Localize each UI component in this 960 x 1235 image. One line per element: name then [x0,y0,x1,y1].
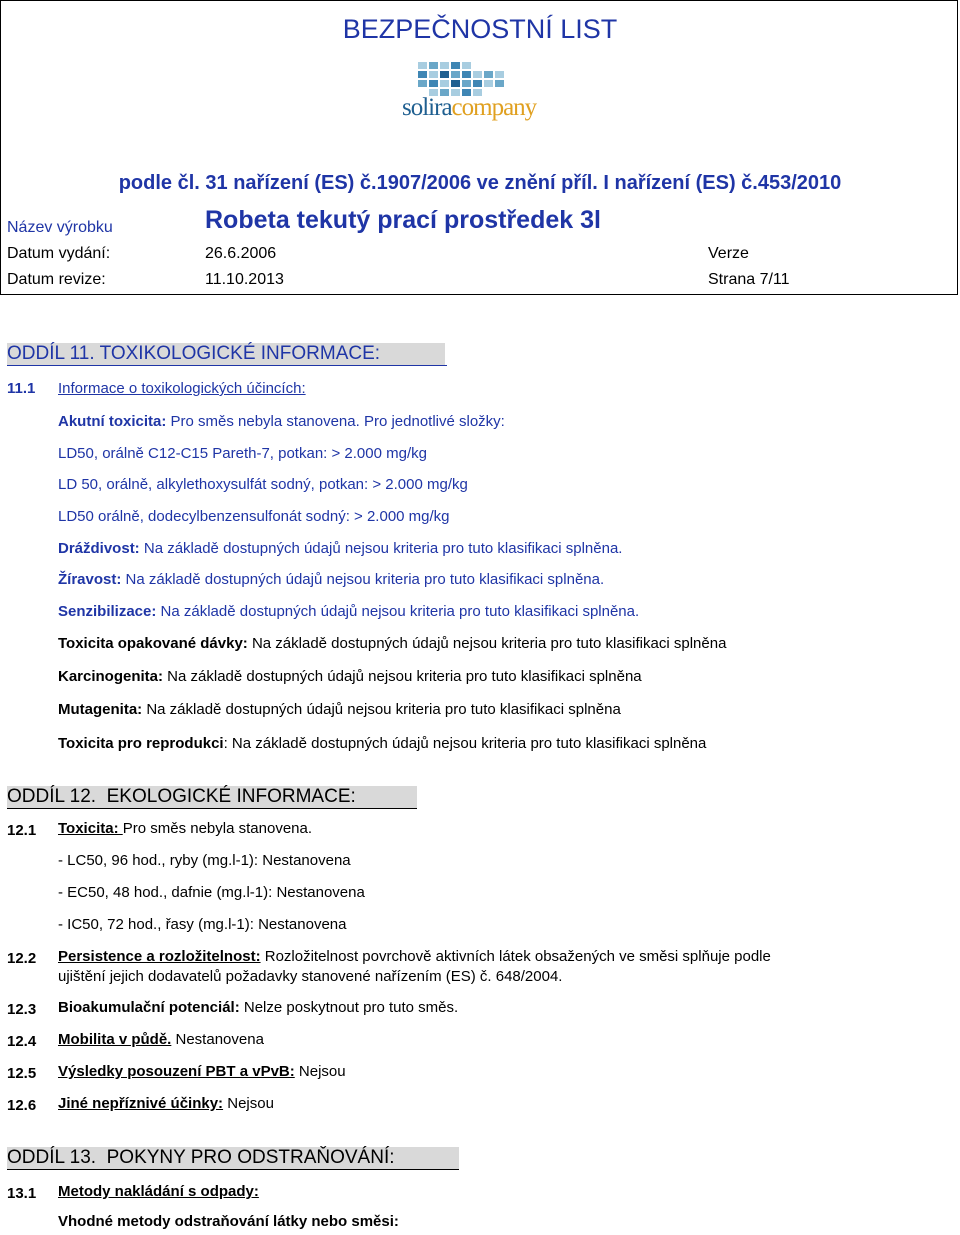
subsection-13-1-number: 13.1 [7,1185,37,1202]
reproductive-toxicity-text: : Na základě dostupných údajů nejsou kriteria pro tuto klasifikaci splněna [223,735,707,752]
section-13-heading [7,1147,395,1169]
persistence-label: Persistence a rozložitelnost: [58,948,261,965]
section-12-heading [7,786,356,808]
acute-toxicity-label: Akutní toxicita: [58,413,167,430]
carcinogenicity-text: Na základě dostupných údajů nejsou kriteria pro tuto klasifikaci splněna [163,668,642,685]
other-effects-text: Nejsou [223,1095,274,1112]
section-12-title: EKOLOGICKÉ INFORMACE: [106,786,356,807]
mutagenicity-label: Mutagenita: [58,701,143,718]
mobility-text: Nestanovena [171,1031,264,1048]
subsection-12-3-number: 12.3 [7,1001,37,1018]
sensitization-label: Senzibilizace: [58,603,157,620]
corrosion-label: Žíravost: [58,571,122,588]
ld50-line-3: LD50 orálně, dodecylbenzensulfonát sodný: > 2.000 mg/kg [58,508,450,525]
bioaccumulation-text: Nelze poskytnout pro tuto směs. [239,999,459,1016]
mutagenicity-text: Na základě dostupných údajů nejsou kriteria pro tuto klasifikaci splněna [142,701,621,718]
section-11-heading: ODDÍL 11. TOXIKOLOGICKÉ INFORMACE: [7,343,381,364]
product-label: Název výrobku [7,219,113,236]
subsection-12-1-number: 12.1 [7,822,37,839]
subsection-12-2-number: 12.2 [7,950,37,967]
subsection-12-4-number: 12.4 [7,1033,37,1050]
ld50-line-2: LD 50, orálně, alkylethoxysulfát sodný, potkan: > 2.000 mg/kg [58,476,468,493]
mutagenicity-line [58,701,621,718]
persistence-text: Rozložitelnost povrchově aktivních látek obsažených ve směsi splňuje podle [260,948,771,965]
document-title: BEZPEČNOSTNÍ LIST [342,14,618,44]
subsection-12-6-number: 12.6 [7,1097,37,1114]
suitable-methods-title [58,1213,399,1230]
pbt-text: Nejsou [294,1063,346,1080]
company-logo [400,60,537,140]
repeated-dose-line [58,635,726,652]
repeated-dose-label: Toxicita opakované dávky: [58,635,248,652]
toxicity-text: Pro směs nebyla stanovena. [122,820,313,837]
product-name: Robeta tekutý prací prostředek 3l [205,206,601,234]
subsection-11-1-number: 11.1 [7,380,36,397]
carcinogenicity-line [58,668,642,685]
ic50-line: - IC50, 72 hod., řasy (mg.l-1): Nestanovena [58,916,347,933]
persistence-line-2: ujištění jejich dodavatelů požadavky stanovené nařízením (ES) č. 648/2004. [58,968,563,985]
regulation-line: podle čl. 31 nařízení (ES) č.1907/2006 ve znění příl. I nařízení (ES) č.453/2010 [118,172,842,194]
mobility-line [58,1031,264,1048]
reproductive-toxicity-line [58,735,706,752]
page-number: Strana 7/11 [708,271,790,288]
mobility-label: Mobilita v půdě. [58,1031,172,1048]
issue-date-label: Datum vydání: [7,245,111,262]
bioaccumulation-line [58,999,458,1016]
waste-methods-title [58,1183,259,1200]
section-13-title: POKYNY PRO ODSTRAŇOVÁNÍ: [106,1147,395,1168]
sensitization-line [58,603,639,620]
section-13-underline [7,1169,459,1170]
section-12-number: ODDÍL 12. [7,786,97,807]
issue-date: 26.6.2006 [205,245,277,262]
section-12-underline [7,808,417,809]
ec50-line: - EC50, 48 hod., dafnie (mg.l-1): Nestanovena [58,884,365,901]
revision-date: 11.10.2013 [205,271,284,288]
irritation-line [58,540,622,557]
toxicity-label: Toxicita: [58,820,123,837]
revision-date-label: Datum revize: [7,271,106,288]
logo-text-right: company [451,94,537,121]
logo-text-left: solira [402,94,452,121]
section-13-number: ODDÍL 13. [7,1147,97,1168]
other-effects-line [58,1095,274,1112]
subsection-11-1-title: Informace o toxikologických účincích: [58,380,306,397]
bioaccumulation-label: Bioakumulační potenciál: [58,999,240,1016]
waste-methods-label: Metody nakládání s odpady: [58,1183,259,1200]
ld50-line-1: LD50, orálně C12-C15 Pareth-7, potkan: > 2.000 mg/kg [58,445,427,462]
subsection-12-5-number: 12.5 [7,1065,37,1082]
reproductive-toxicity-label: Toxicita pro reprodukci [58,735,224,752]
pbt-label: Výsledky posouzení PBT a vPvB: [58,1063,295,1080]
sensitization-text: Na základě dostupných údajů nejsou kriteria pro tuto klasifikaci splněna. [156,603,640,620]
suitable-methods-label: Vhodné metody odstraňování látky nebo směsi: [58,1213,399,1230]
acute-toxicity-line [58,413,505,430]
version-label: Verze [708,245,749,262]
other-effects-label: Jiné nepříznivé účinky: [58,1095,224,1112]
lc50-line: - LC50, 96 hod., ryby (mg.l-1): Nestanovena [58,852,351,869]
irritation-label: Dráždivost: [58,540,140,557]
section-11-underline [7,365,447,366]
repeated-dose-text: Na základě dostupných údajů nejsou kriteria pro tuto klasifikaci splněna [247,635,727,652]
carcinogenicity-label: Karcinogenita: [58,668,164,685]
irritation-text: Na základě dostupných údajů nejsou kriteria pro tuto klasifikaci splněna. [139,540,623,557]
persistence-line [58,948,771,965]
pbt-line [58,1063,346,1080]
acute-toxicity-text: Pro směs nebyla stanovena. Pro jednotlivé složky: [166,413,505,430]
corrosion-text: Na základě dostupných údajů nejsou kriteria pro tuto klasifikaci splněna. [121,571,605,588]
toxicity-line [58,820,312,837]
corrosion-line [58,571,604,588]
